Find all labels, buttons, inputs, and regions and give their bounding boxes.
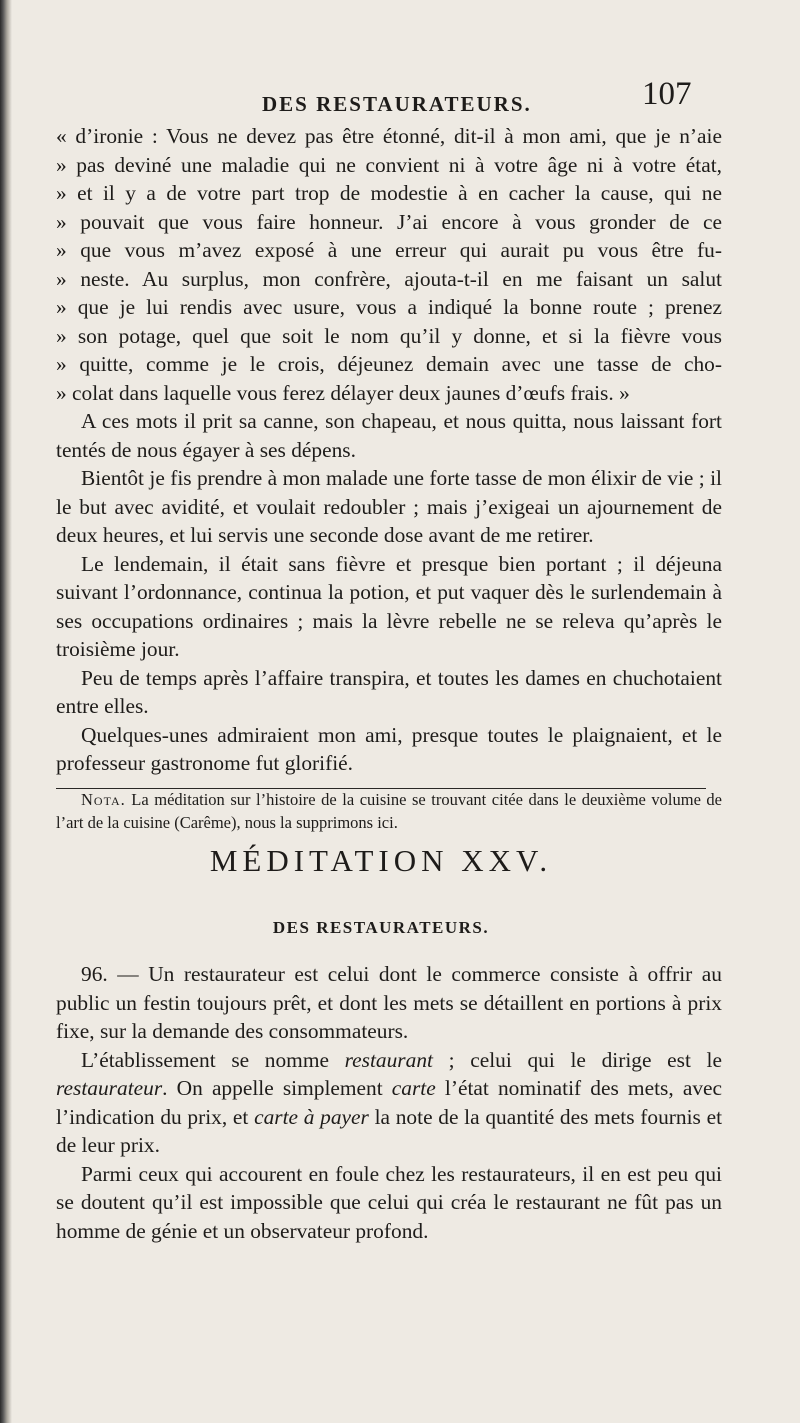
paragraph: Le lendemain, il était sans fièvre et presque bien portant ; il déjeuna suivant l’ordonnance, continua la potion, et put vaquer dès le surlendemain à ses occupations ordinaires ; mais la lèvre rebelle ne se releva qu’après le troisième jour. (56, 551, 722, 661)
quote-line: » que vous m’avez exposé à une erreur qui aurait pu vous être fu- (56, 238, 722, 262)
paragraph: 96. — Un restaurateur est celui dont le commerce consiste à offrir au public un festin toujours prêt, et dont les mets se détaillent en portions à prix fixe, sur la demande des consommateurs. (56, 962, 722, 1043)
footnote-nota (56, 788, 722, 834)
quotation (56, 122, 722, 407)
quote-line: » que je lui rendis avec usure, vous a indiqué la bonne route ; prenez (56, 295, 722, 319)
term-carte-a-payer: carte à payer (254, 1104, 369, 1129)
text-run: la note de la quantité des mets fournis et de leur prix. (56, 1104, 723, 1157)
quote-line: » colat dans laquelle vous ferez délayer deux jaunes d’œufs frais. » (56, 380, 630, 405)
text-run: ; celui qui le dirige est le (432, 1047, 722, 1072)
paragraph: Peu de temps après l’affaire transpira, et toutes les dames en chuchotaient entre elles. (56, 665, 722, 718)
quote-line: » pouvait que vous faire honneur. J’ai encore à vous gronder de ce (56, 209, 722, 234)
term-restaurateur: restaurateur (56, 1076, 163, 1100)
section-subtitle: DES RESTAURATEURS. (272, 918, 490, 937)
page-number: 107 (642, 76, 692, 112)
quote-line: « d’ironie : Vous ne devez pas être étonné, dit-il à mon ami, que je n’aie (56, 124, 722, 148)
quote-line: » neste. Au surplus, mon confrère, ajouta-t-il en me faisant un salut (56, 266, 722, 291)
section-title: MÉDITATION XXV. (209, 843, 553, 878)
paragraph: Bientôt je fis prendre à mon malade une forte tasse de mon élixir de vie ; il le but avec avidité, et voulait redoubler ; mais j’exigeai un ajournement de deux heures, et lui servis une seconde dose avant de me retirer. (56, 466, 722, 547)
text-run: L’établissement se nomme (81, 1047, 345, 1072)
nota-text: La méditation sur l’histoire de la cuisine se trouvant citée dans le deuxième volume de l’art de la cuisine (Carême), nous la supprimons ici. (56, 789, 723, 832)
nota-label: Nota. (81, 789, 126, 809)
text-run: . On appelle simplement (162, 1076, 392, 1100)
paragraph-definitions (56, 1046, 722, 1160)
paragraph: Quelques-unes admiraient mon ami, presque toutes le plaignaient, et le professeur gastronome fut glorifié. (56, 722, 722, 775)
section-text (56, 960, 722, 1245)
section-divider (56, 788, 706, 789)
term-restaurant: restaurant (344, 1047, 433, 1072)
paragraph: Parmi ceux qui accourent en foule chez les restaurateurs, il en est peu qui se doutent qu’il est impossible que celui qui créa le restaurant ne fût pas un homme de génie et un observateur profond. (56, 1161, 722, 1243)
term-carte: carte (391, 1076, 436, 1100)
binding-edge (0, 0, 12, 1423)
quote-line: » son potage, quel que soit le nom qu’il y donne, et si la fièvre vous (56, 323, 722, 348)
text-run: l’état nominatif des mets, avec l’indication du prix, et (56, 1076, 722, 1129)
quote-line: » quitte, comme je le crois, déjeunez demain avec une tasse de cho- (56, 352, 722, 376)
paragraph: A ces mots il prit sa canne, son chapeau, et nous quitta, nous laissant fort tentés de nous égayer à ses dépens. (56, 409, 722, 462)
quote-line: » et il y a de votre part trop de modestie à en cacher la cause, qui ne (56, 181, 722, 205)
quote-line: » pas deviné une maladie qui ne convient ni à votre âge ni à votre état, (56, 152, 722, 177)
page-header (0, 74, 800, 124)
main-text (56, 122, 722, 834)
running-title: DES RESTAURATEURS. (262, 92, 532, 116)
